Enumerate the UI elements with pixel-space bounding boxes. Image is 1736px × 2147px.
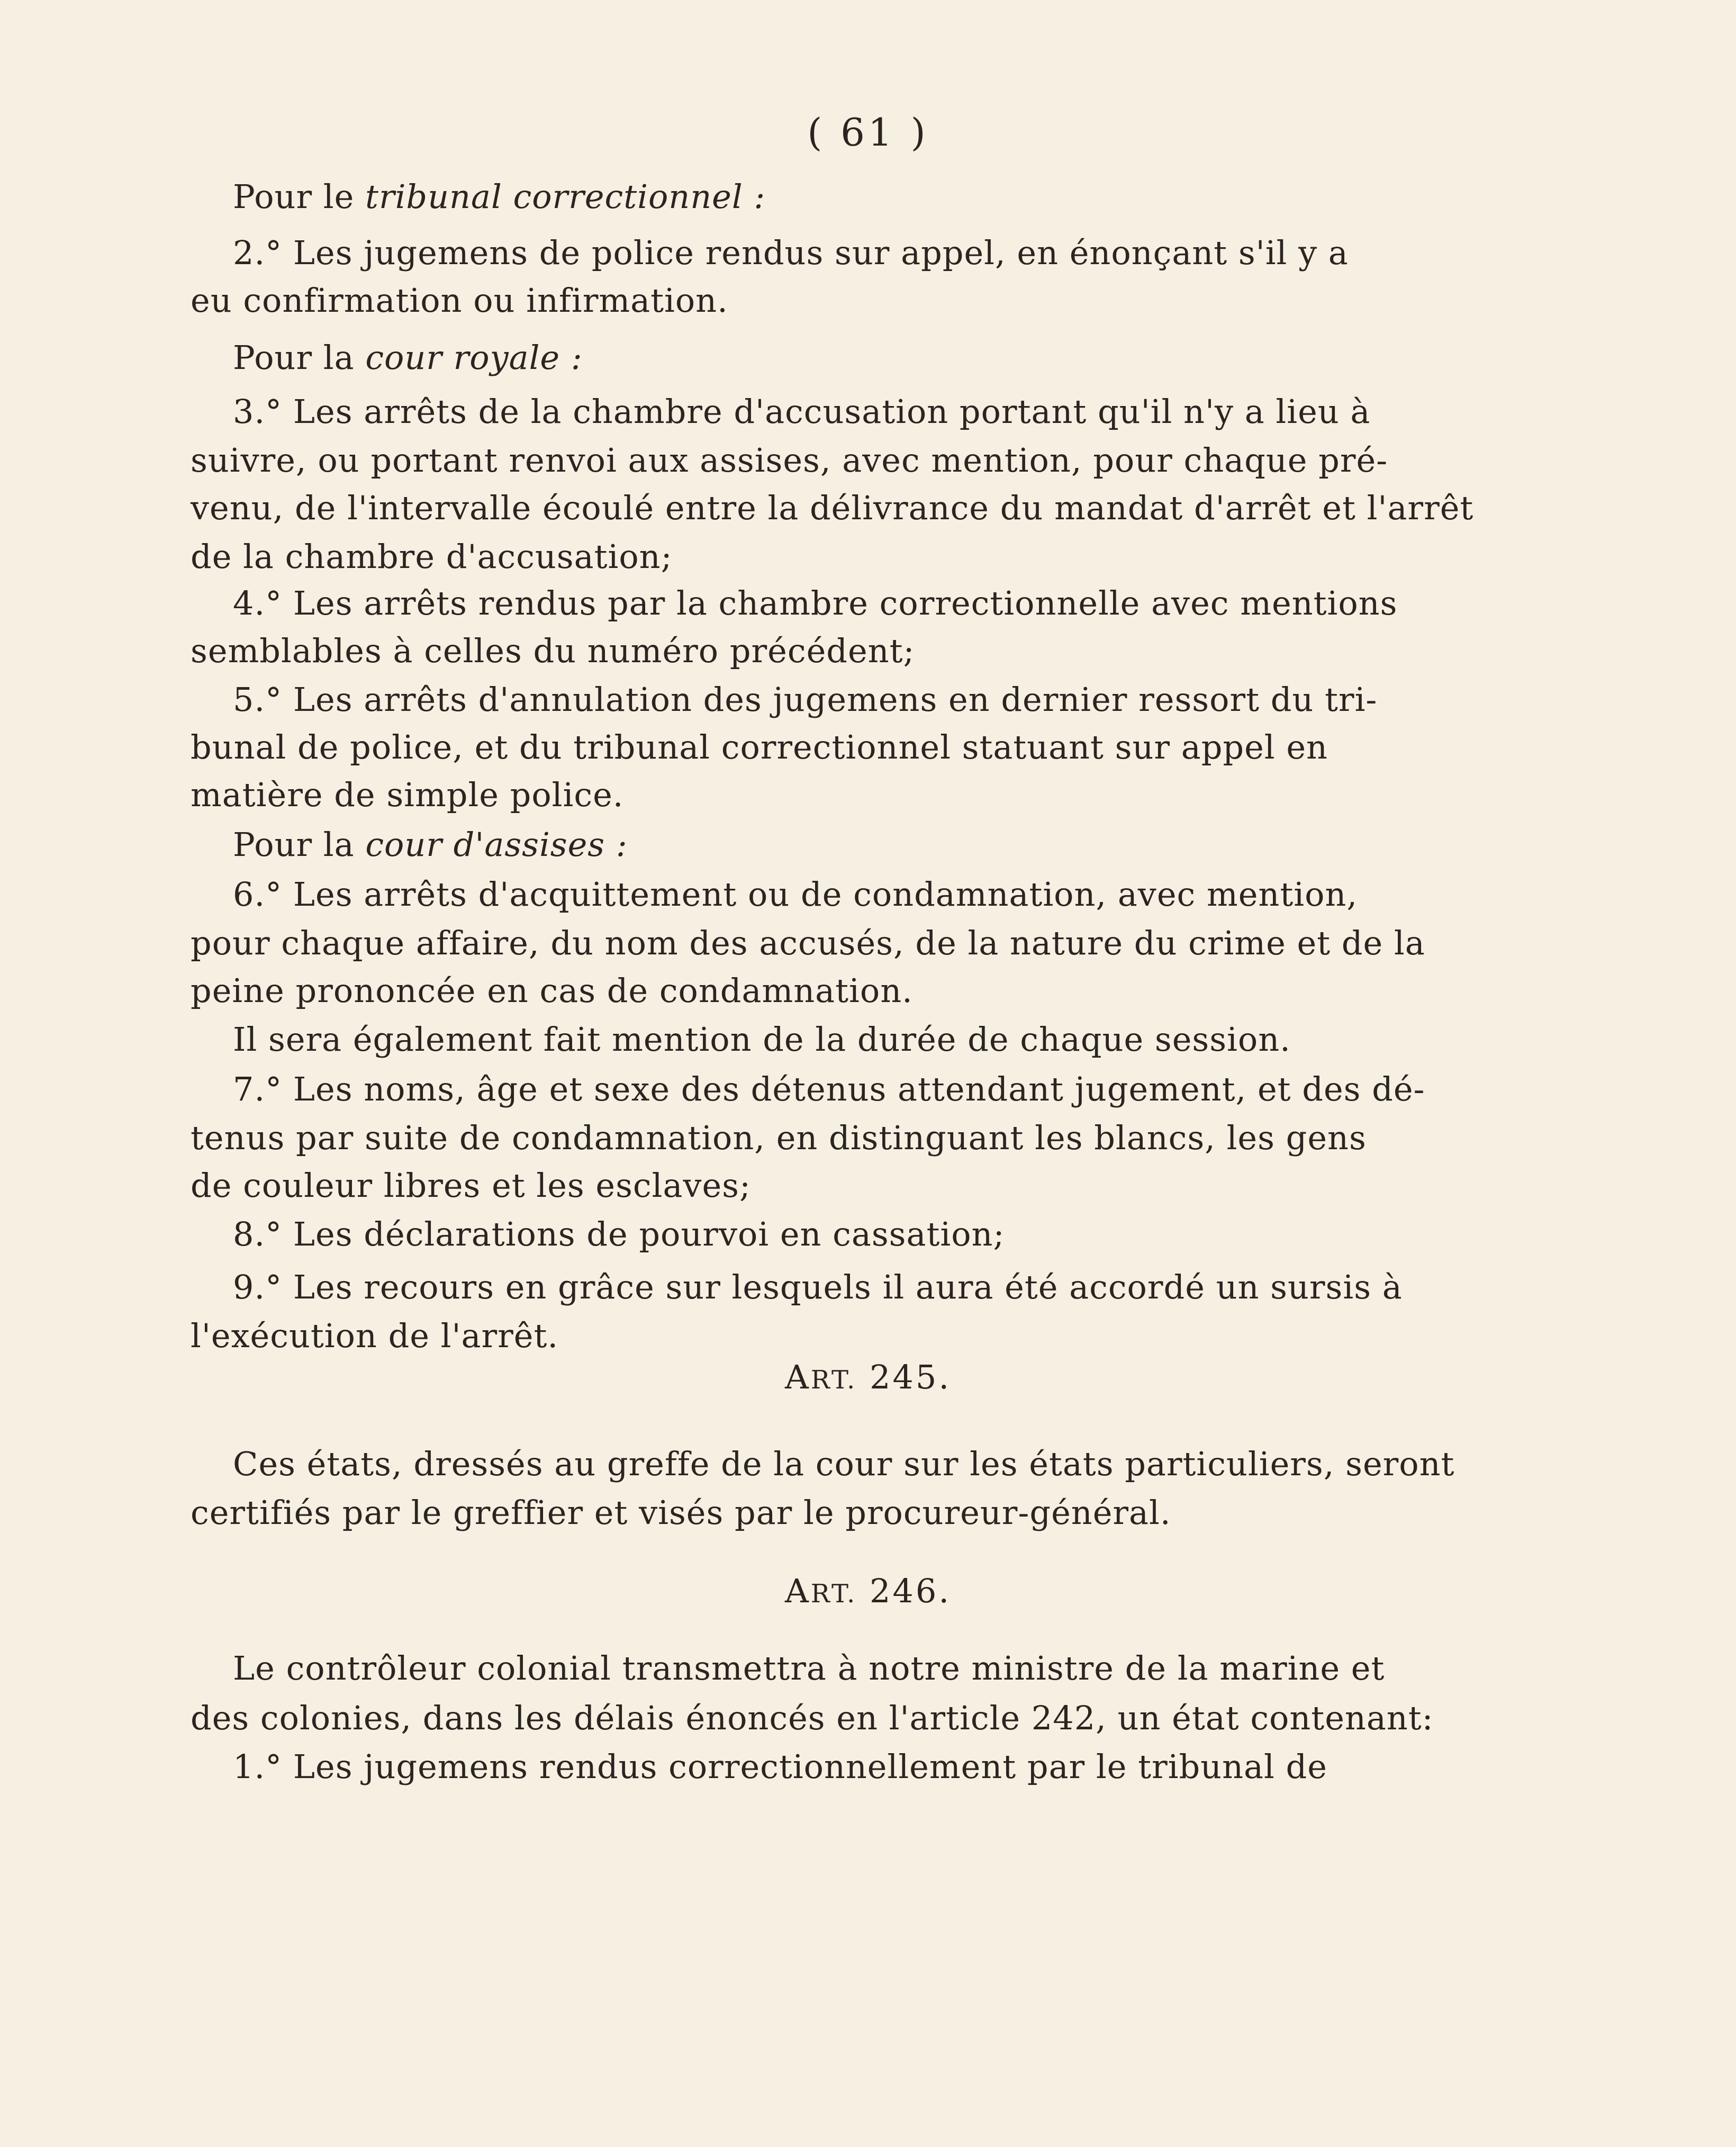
line-text: Pour le — [233, 177, 366, 216]
text-line: Le contrôleur colonial transmettra à notre ministre de la marine et — [233, 1649, 1385, 1688]
text-line: bunal de police, et du tribunal correctionnel statuant sur appel en — [191, 728, 1328, 766]
text-line — [233, 176, 1322, 218]
text-line: des colonies, dans les délais énoncés en l'article 242, un état contenant: — [191, 1699, 1434, 1737]
article-heading-245 — [0, 1356, 1736, 1401]
text-line: suivre, ou portant renvoi aux assises, avec mention, pour chaque pré- — [191, 441, 1388, 480]
text-line: eu confirmation ou infirmation. — [191, 281, 728, 320]
text-line: 2.° Les jugemens de police rendus sur appel, en énonçant s'il y a — [233, 233, 1349, 272]
section-heading-italic: cour d'assises : — [365, 825, 628, 864]
text-line: Ces états, dressés au greffe de la cour sur les états particuliers, seront — [233, 1445, 1455, 1483]
article-cap: A — [784, 1358, 811, 1396]
text-line: pour chaque affaire, du nom des accusés, de la nature du crime et de la — [191, 924, 1425, 962]
text-line: semblables à celles du numéro précédent; — [191, 632, 915, 670]
text-line: 3.° Les arrêts de la chambre d'accusation portant qu'il n'y a lieu à — [233, 392, 1371, 431]
text-line: de la chambre d'accusation; — [191, 537, 673, 576]
text-line: certifiés par le greffier et visés par le procureur-général. — [191, 1493, 1171, 1532]
article-number: 246. — [869, 1572, 952, 1610]
article-smallcaps: RT. — [810, 1365, 857, 1395]
text-line: 9.° Les recours en grâce sur lesquels il aura été accordé un sursis à — [233, 1268, 1403, 1306]
line-text: Pour la — [233, 825, 366, 864]
text-line: de couleur libres et les esclaves; — [191, 1166, 751, 1205]
text-line: 6.° Les arrêts d'acquittement ou de condamnation, avec mention, — [233, 875, 1358, 914]
section-heading-italic: tribunal correctionnel : — [365, 177, 766, 216]
text-line — [233, 337, 1322, 379]
text-line — [233, 824, 1322, 866]
text-line: matière de simple police. — [191, 775, 624, 814]
text-line: tenus par suite de condamnation, en distinguant les blancs, les gens — [191, 1118, 1367, 1157]
article-heading-246 — [0, 1570, 1736, 1615]
text-line: 5.° Les arrêts d'annulation des jugemens en dernier ressort du tri- — [233, 680, 1378, 719]
article-number: 245. — [869, 1358, 952, 1396]
text-line: 1.° Les jugemens rendus correctionnellement par le tribunal de — [233, 1747, 1327, 1786]
line-text: Pour la — [233, 338, 366, 377]
text-line: 4.° Les arrêts rendus par la chambre correctionnelle avec mentions — [233, 584, 1398, 623]
text-line: 7.° Les noms, âge et sexe des détenus attendant jugement, et des dé- — [233, 1070, 1425, 1108]
text-line: peine prononcée en cas de condamnation. — [191, 971, 913, 1010]
article-cap: A — [784, 1572, 811, 1610]
page-number: ( 61 ) — [807, 110, 929, 155]
text-line: l'exécution de l'arrêt. — [191, 1316, 559, 1355]
text-line: 8.° Les déclarations de pourvoi en cassation; — [233, 1215, 1005, 1253]
section-heading-italic: cour royale : — [365, 338, 583, 377]
article-smallcaps: RT. — [810, 1579, 857, 1609]
text-line: Il sera également fait mention de la durée de chaque session. — [233, 1020, 1291, 1059]
text-line: venu, de l'intervalle écoulé entre la délivrance du mandat d'arrêt et l'arrêt — [191, 489, 1474, 527]
